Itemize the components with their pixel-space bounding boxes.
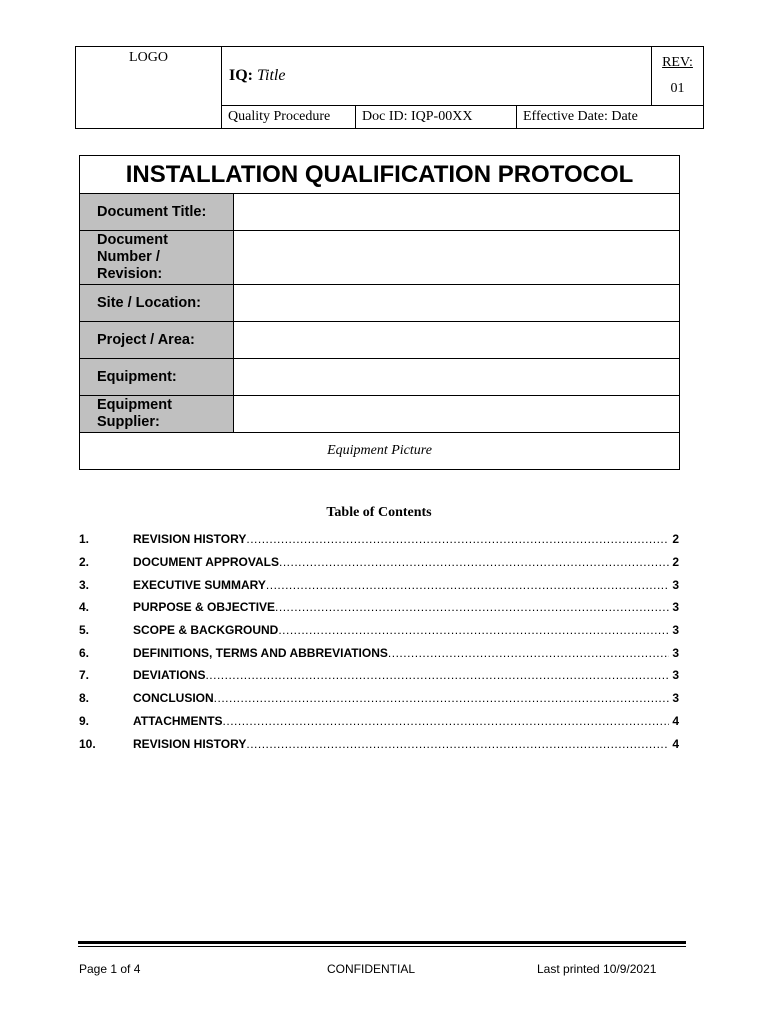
toc-text: DOCUMENT APPROVALS bbox=[133, 555, 280, 570]
toc-text: ATTACHMENTS bbox=[133, 713, 223, 728]
revision-cell bbox=[652, 47, 704, 106]
revision-value: 01 bbox=[670, 81, 685, 96]
toc-page: 3 bbox=[672, 600, 679, 615]
toc-item[interactable] bbox=[79, 641, 679, 664]
field-value-equipment[interactable] bbox=[234, 359, 680, 396]
header-title bbox=[222, 47, 652, 106]
toc-number: 7. bbox=[79, 668, 90, 683]
toc-item[interactable] bbox=[79, 528, 679, 551]
toc-item[interactable] bbox=[79, 732, 679, 755]
toc-page: 3 bbox=[672, 577, 679, 592]
protocol-heading: INSTALLATION QUALIFICATION PROTOCOL bbox=[80, 156, 680, 194]
title-prefix: IQ: bbox=[229, 67, 253, 84]
footer-last-printed: Last printed 10/9/2021 bbox=[537, 962, 657, 976]
field-value-document-title[interactable] bbox=[234, 194, 680, 231]
toc-text: REVISION HISTORY bbox=[133, 736, 247, 751]
toc-page: 3 bbox=[672, 668, 679, 683]
field-value-document-number[interactable] bbox=[234, 231, 680, 285]
field-label: Equipment: bbox=[80, 359, 234, 396]
field-value-project-area[interactable] bbox=[234, 322, 680, 359]
footer-page-number: Page 1 of 4 bbox=[79, 962, 141, 976]
toc-leader bbox=[214, 691, 669, 705]
field-value-site-location[interactable] bbox=[234, 285, 680, 322]
toc-number: 4. bbox=[79, 600, 90, 615]
toc-page: 4 bbox=[672, 713, 679, 728]
title-text: Title bbox=[257, 67, 286, 84]
toc-leader bbox=[279, 555, 669, 569]
toc-number: 9. bbox=[79, 713, 90, 728]
toc-item[interactable] bbox=[79, 551, 679, 574]
toc-number: 10. bbox=[79, 736, 96, 751]
toc-item[interactable] bbox=[79, 664, 679, 687]
toc-text: DEFINITIONS, TERMS AND ABBREVIATIONS bbox=[133, 645, 388, 660]
toc-number: 8. bbox=[79, 691, 90, 706]
equipment-picture-caption: Equipment Picture bbox=[80, 433, 680, 470]
toc-page: 3 bbox=[672, 645, 679, 660]
toc-text: DEVIATIONS bbox=[133, 668, 206, 683]
toc-page: 3 bbox=[672, 691, 679, 706]
toc-leader bbox=[266, 578, 669, 592]
toc-text: REVISION HISTORY bbox=[133, 532, 247, 547]
doc-id: Doc ID: IQP-00XX bbox=[356, 106, 517, 129]
toc-item[interactable] bbox=[79, 619, 679, 642]
toc-page: 2 bbox=[672, 555, 679, 570]
field-label: Site / Location: bbox=[80, 285, 234, 322]
toc-item[interactable] bbox=[79, 596, 679, 619]
document-header bbox=[75, 46, 704, 129]
footer-rule-thick bbox=[78, 941, 686, 944]
logo-placeholder: LOGO bbox=[76, 47, 222, 129]
effective-date: Effective Date: Date bbox=[517, 106, 704, 129]
field-label: Equipment Supplier: bbox=[80, 396, 234, 433]
toc-page: 3 bbox=[672, 623, 679, 638]
toc-number: 1. bbox=[79, 532, 90, 547]
toc-number: 3. bbox=[79, 577, 90, 592]
footer-rule-thin bbox=[78, 946, 686, 947]
toc-leader bbox=[278, 623, 669, 637]
toc-number: 5. bbox=[79, 623, 90, 638]
toc-text: PURPOSE & OBJECTIVE bbox=[133, 600, 276, 615]
toc-text: EXECUTIVE SUMMARY bbox=[133, 577, 266, 592]
field-value-equipment-supplier[interactable] bbox=[234, 396, 680, 433]
toc-text: CONCLUSION bbox=[133, 691, 214, 706]
field-label: Project / Area: bbox=[80, 322, 234, 359]
toc-leader bbox=[205, 668, 669, 682]
field-label: Document Number / Revision: bbox=[80, 231, 234, 285]
field-label: Document Title: bbox=[80, 194, 234, 231]
toc-number: 6. bbox=[79, 645, 90, 660]
footer-classification: CONFIDENTIAL bbox=[327, 962, 416, 976]
revision-label: REV: bbox=[662, 55, 693, 70]
toc-title: Table of Contents bbox=[326, 505, 432, 520]
table-of-contents bbox=[79, 528, 679, 755]
toc-page: 2 bbox=[672, 532, 679, 547]
toc-leader bbox=[246, 532, 669, 546]
toc-page: 4 bbox=[672, 736, 679, 751]
toc-leader bbox=[246, 737, 669, 751]
protocol-table bbox=[79, 155, 680, 470]
toc-leader bbox=[223, 714, 669, 728]
toc-leader bbox=[388, 646, 669, 660]
toc-item[interactable] bbox=[79, 710, 679, 733]
toc-text: SCOPE & BACKGROUND bbox=[133, 623, 279, 638]
toc-number: 2. bbox=[79, 555, 90, 570]
toc-item[interactable] bbox=[79, 687, 679, 710]
procedure-type: Quality Procedure bbox=[222, 106, 356, 129]
toc-leader bbox=[275, 600, 669, 614]
toc-item[interactable] bbox=[79, 573, 679, 596]
